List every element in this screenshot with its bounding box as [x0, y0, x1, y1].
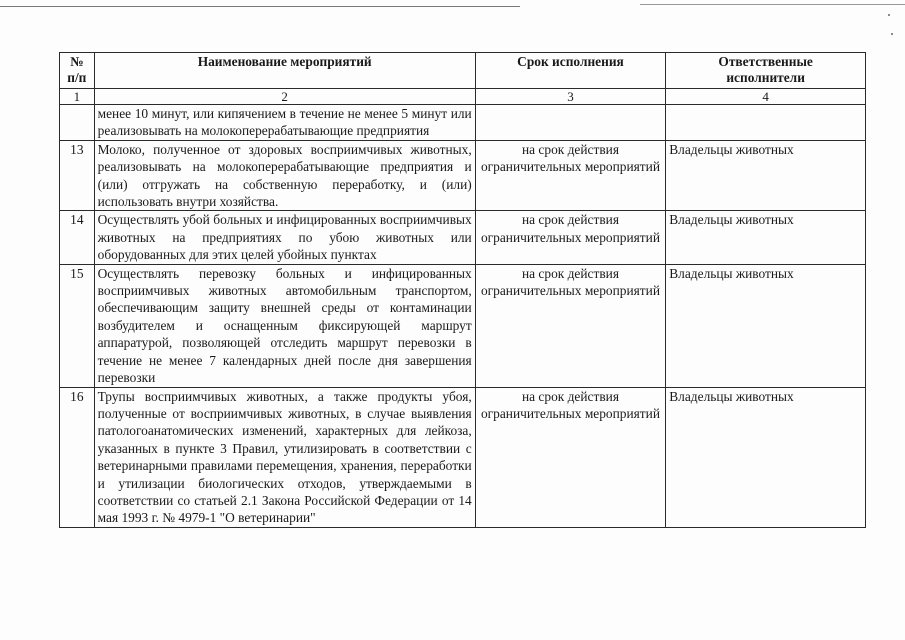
row-number: 16 — [60, 387, 95, 527]
header-number-line2: п/п — [67, 70, 87, 85]
row-term: на срок действия ограничительных мероприятий — [475, 264, 666, 387]
row-measure: Молоко, полученное от здоровых восприимчивых животных, реализовывать на молокоперерабатывающие предприятия и (или) отгружать на собственную переработку, и (или) использовать внутри хозяйства. — [94, 140, 475, 211]
row-number — [60, 105, 95, 141]
row-number: 15 — [60, 264, 95, 387]
row-responsible: Владельцы животных — [666, 140, 866, 211]
column-number-row — [60, 89, 866, 105]
row-term: на срок действия ограничительных мероприятий — [475, 211, 666, 264]
row-term — [475, 105, 666, 141]
header-number-line1: № — [70, 54, 84, 69]
row-measure: Осуществлять убой больных и инфицированных восприимчивых животных на предприятиях по убою животных или оборудованных для этих целей убойных пунктах — [94, 211, 475, 264]
row-measure: Осуществлять перевозку больных и инфицированных восприимчивых животных автомобильным транспортом, обеспечивающим защиту внешней среды от контаминации возбудителем и оснащенным фиксирующей маршрут аппаратурой, позволяющей отследить маршрут перевозки в течение не менее 7 календарных дней после дня завершения перевозки — [94, 264, 475, 387]
column-number: 1 — [60, 89, 95, 105]
table-row — [60, 387, 866, 527]
header-term: Срок исполнения — [475, 53, 666, 89]
column-number: 4 — [666, 89, 866, 105]
header-responsible-line1: Ответственные — [718, 54, 813, 69]
top-scan-line — [0, 6, 520, 7]
scan-speck — [891, 33, 893, 35]
row-term: на срок действия ограничительных мероприятий — [475, 387, 666, 527]
table-row — [60, 140, 866, 211]
table-row — [60, 264, 866, 387]
header-responsible-line2: исполнители — [726, 70, 805, 85]
column-number: 2 — [94, 89, 475, 105]
table-row — [60, 105, 866, 141]
header-responsible — [666, 53, 866, 89]
header-measure-name: Наименование мероприятий — [94, 53, 475, 89]
row-term: на срок действия ограничительных мероприятий — [475, 140, 666, 211]
column-number: 3 — [475, 89, 666, 105]
row-responsible — [666, 105, 866, 141]
row-number: 14 — [60, 211, 95, 264]
row-measure: менее 10 минут, или кипячением в течение не менее 5 минут или реализовывать на молокоперерабатывающие предприятия — [94, 105, 475, 141]
top-scan-line-right — [640, 4, 905, 5]
header-number — [60, 53, 95, 89]
table-header-row — [60, 53, 866, 89]
table-row — [60, 211, 866, 264]
row-responsible: Владельцы животных — [666, 211, 866, 264]
scan-speck — [888, 14, 890, 16]
measures-table — [59, 52, 866, 528]
row-number: 13 — [60, 140, 95, 211]
row-measure: Трупы восприимчивых животных, а также продукты убоя, полученные от восприимчивых животных, в случае выявления патологоанатомических изменений, характерных для лейкоза, указанных в пункте 3 Правил, утилизировать в соответствии с ветеринарными правилами перемещения, хранения, переработки и утилизации биологических отходов, утверждаемыми в соответствии со статьей 2.1 Закона Российской Федерации от 14 мая 1993 г. № 4979-1 "О ветеринарии" — [94, 387, 475, 527]
row-responsible: Владельцы животных — [666, 264, 866, 387]
row-responsible: Владельцы животных — [666, 387, 866, 527]
